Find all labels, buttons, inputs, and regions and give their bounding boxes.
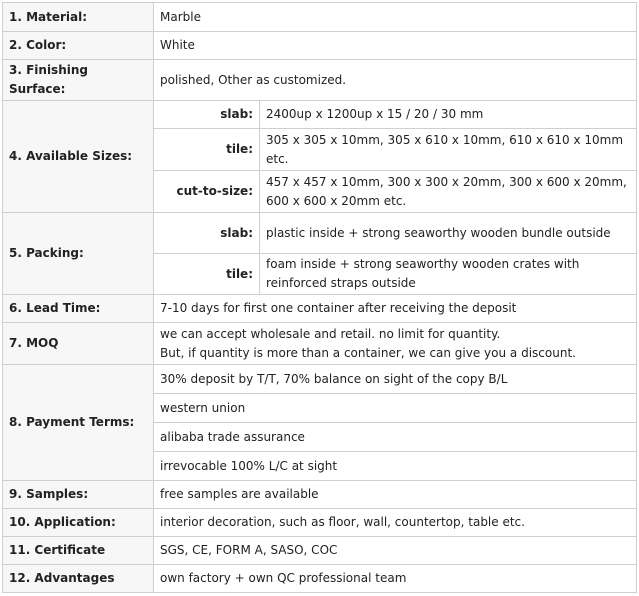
samples-label: 9. Samples: — [3, 481, 154, 509]
table-row-moq — [3, 323, 637, 365]
certificate-label: 11. Certificate — [3, 537, 154, 565]
sizes-tile-label: tile: — [154, 129, 260, 171]
material-label: 1. Material: — [3, 3, 154, 32]
sizes-slab-label: slab: — [154, 101, 260, 129]
table-row-certificate — [3, 537, 637, 565]
material-value: Marble — [154, 3, 637, 32]
certificate-value: SGS, CE, FORM A, SASO, COC — [154, 537, 637, 565]
advantages-value: own factory + own QC professional team — [154, 565, 637, 593]
payment-item: western union — [154, 394, 637, 423]
payment-label: 8. Payment Terms: — [3, 365, 154, 481]
table-row-sizes-slab — [3, 101, 637, 129]
packing-tile-label: tile: — [154, 254, 260, 295]
sizes-slab-value: 2400up x 1200up x 15 / 20 / 30 mm — [260, 101, 637, 129]
moq-label: 7. MOQ — [3, 323, 154, 365]
moq-line-1: we can accept wholesale and retail. no limit for quantity. — [160, 326, 501, 341]
color-value: White — [154, 32, 637, 60]
application-value: interior decoration, such as floor, wall, countertop, table etc. — [154, 509, 637, 537]
finishing-label: 3. Finishing Surface: — [3, 60, 154, 101]
sizes-tile-value: 305 x 305 x 10mm, 305 x 610 x 10mm, 610 x 610 x 10mm etc. — [260, 129, 637, 171]
table-row-lead-time — [3, 295, 637, 323]
packing-tile-value: foam inside + strong seaworthy wooden crates with reinforced straps outside — [260, 254, 637, 295]
application-label: 10. Application: — [3, 509, 154, 537]
table-row-packing-slab — [3, 213, 637, 254]
packing-slab-label: slab: — [154, 213, 260, 254]
color-label: 2. Color: — [3, 32, 154, 60]
samples-value: free samples are available — [154, 481, 637, 509]
lead-time-label: 6. Lead Time: — [3, 295, 154, 323]
moq-line-2: But, if quantity is more than a container, we can give you a discount. — [160, 345, 576, 360]
payment-item: alibaba trade assurance — [154, 423, 637, 452]
table-row-payment-1 — [3, 365, 637, 394]
table-row-advantages — [3, 565, 637, 593]
moq-value — [154, 323, 637, 365]
sizes-cut-label: cut-to-size: — [154, 171, 260, 213]
table-row-application — [3, 509, 637, 537]
payment-item: 30% deposit by T/T, 70% balance on sight of the copy B/L — [154, 365, 637, 394]
product-spec-table — [2, 2, 637, 593]
table-row-color — [3, 32, 637, 60]
packing-slab-value: plastic inside + strong seaworthy wooden bundle outside — [260, 213, 637, 254]
payment-item: irrevocable 100% L/C at sight — [154, 452, 637, 481]
sizes-cut-value: 457 x 457 x 10mm, 300 x 300 x 20mm, 300 x 600 x 20mm, 600 x 600 x 20mm etc. — [260, 171, 637, 213]
table-row-material — [3, 3, 637, 32]
table-row-finishing — [3, 60, 637, 101]
packing-label: 5. Packing: — [3, 213, 154, 295]
finishing-value: polished, Other as customized. — [154, 60, 637, 101]
sizes-label: 4. Available Sizes: — [3, 101, 154, 213]
advantages-label: 12. Advantages — [3, 565, 154, 593]
lead-time-value: 7-10 days for first one container after receiving the deposit — [154, 295, 637, 323]
table-row-samples — [3, 481, 637, 509]
